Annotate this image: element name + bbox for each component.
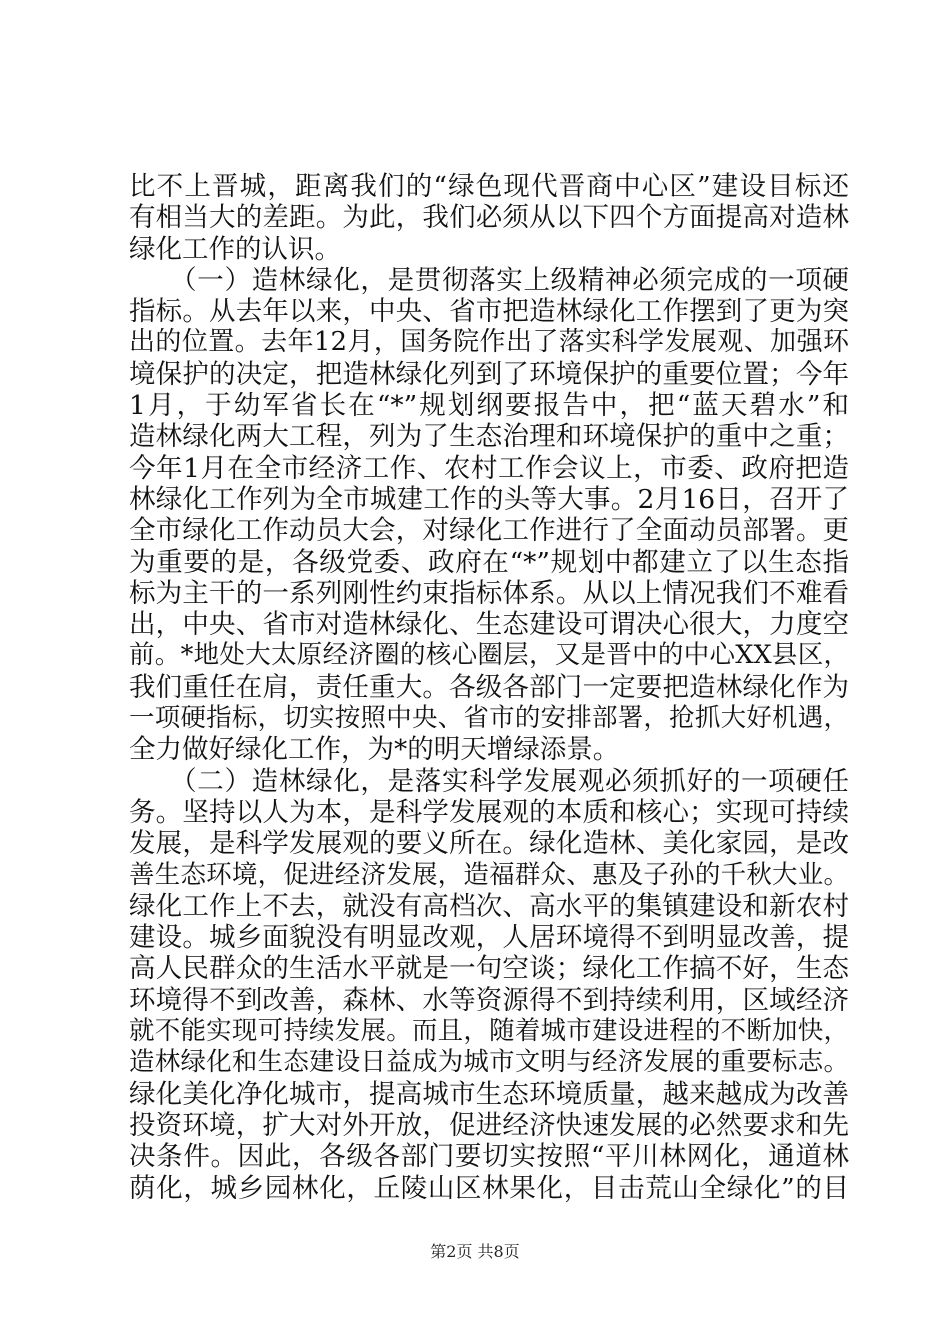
text-line: 一项硬指标，切实按照中央、省市的安排部署，抢抓大好机遇， xyxy=(129,703,849,734)
text-line: 发展，是科学发展观的要义所在。绿化造林、美化家园，是改 xyxy=(129,828,849,860)
text-line: 境保护的决定，把造林绿化列到了环境保护的重要位置；今年 xyxy=(129,358,849,390)
text-line: 出的位置。去年12月，国务院作出了落实科学发展观、加强环 xyxy=(129,327,849,358)
text-line: 我们重任在肩，责任重大。各级各部门一定要把造林绿化作为 xyxy=(129,671,849,703)
text-line: 投资环境，扩大对外开放，促进经济快速发展的必然要求和先 xyxy=(129,1109,849,1141)
text-line: 出，中央、省市对造林绿化、生态建设可谓决心很大，力度空 xyxy=(129,609,849,641)
text-line: 前。*地处大太原经济圈的核心圈层，又是晋中的中心XX县区， xyxy=(129,640,849,671)
text-line: 荫化，城乡园林化，丘陵山区林果化，目击荒山全绿化”的目 xyxy=(129,1172,849,1204)
text-line: 林绿化工作列为全市城建工作的头等大事。2月16日，召开了 xyxy=(129,483,849,515)
text-line: 建设。城乡面貌没有明显改观，人居环境得不到明显改善，提 xyxy=(129,922,849,954)
body-text xyxy=(129,171,849,1204)
text-line: 环境得不到改善，森林、水等资源得不到持续利用，区域经济 xyxy=(129,984,849,1016)
text-line: 全力做好绿化工作，为*的明天增绿添景。 xyxy=(129,734,620,766)
text-line: 指标。从去年以来，中央、省市把造林绿化工作摆到了更为突 xyxy=(129,296,849,328)
text-line: 为重要的是，各级党委、政府在“*”规划中都建立了以生态指 xyxy=(129,546,849,578)
text-line: 绿化美化净化城市，提高城市生态环境质量，越来越成为改善 xyxy=(129,1078,849,1110)
text-line: 造林绿化两大工程，列为了生态治理和环境保护的重中之重； xyxy=(129,421,849,453)
text-line: （一）造林绿化，是贯彻落实上级精神必须完成的一项硬 xyxy=(129,264,849,296)
text-line: 绿化工作上不去，就没有高档次、高水平的集镇建设和新农村 xyxy=(129,890,849,922)
text-line: 务。坚持以人为本，是科学发展观的本质和核心；实现可持续 xyxy=(129,796,849,828)
text-line: 善生态环境，促进经济发展，造福群众、惠及子孙的千秋大业。 xyxy=(129,859,849,890)
text-line: 决条件。因此，各级各部门要切实按照“平川林网化，通道林 xyxy=(129,1141,849,1173)
page-footer: 第2页 共8页 xyxy=(430,1242,520,1261)
text-line: （二）造林绿化，是落实科学发展观必须抓好的一项硬任 xyxy=(129,765,849,797)
text-line: 就不能实现可持续发展。而且，随着城市建设进程的不断加快， xyxy=(129,1016,849,1047)
text-line: 1月，于幼军省长在“*”规划纲要报告中，把“蓝天碧水”和 xyxy=(129,390,849,422)
text-line: 绿化工作的认识。 xyxy=(129,233,341,265)
text-line: 高人民群众的生活水平就是一句空谈；绿化工作搞不好，生态 xyxy=(129,953,849,985)
text-line: 有相当大的差距。为此，我们必须从以下四个方面提高对造林 xyxy=(129,202,849,234)
text-line: 造林绿化和生态建设日益成为城市文明与经济发展的重要标志。 xyxy=(129,1047,849,1078)
text-line: 全市绿化工作动员大会，对绿化工作进行了全面动员部署。更 xyxy=(129,515,849,547)
text-line: 今年1月在全市经济工作、农村工作会议上，市委、政府把造 xyxy=(129,452,849,484)
text-line: 标为主干的一系列刚性约束指标体系。从以上情况我们不难看 xyxy=(129,577,849,609)
text-line: 比不上晋城，距离我们的“绿色现代晋商中心区”建设目标还 xyxy=(129,171,849,202)
